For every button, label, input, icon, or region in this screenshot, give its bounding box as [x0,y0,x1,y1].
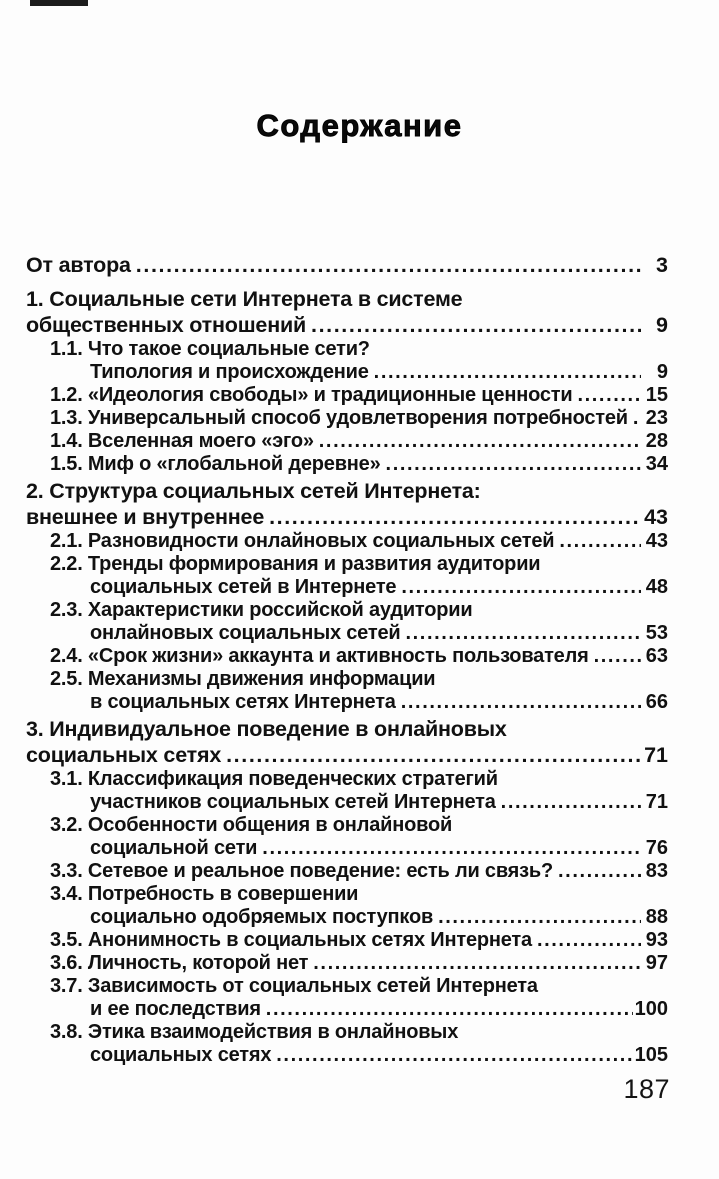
toc-line [26,530,668,553]
toc-entry-text: 3.1. Классификация поведенческих стратегий [50,768,498,790]
toc-entry-page: 97 [645,952,668,974]
toc-line [26,407,668,430]
dot-leader [401,691,641,714]
toc-line [26,1044,668,1067]
toc-entry [26,338,668,384]
toc-entry-text: 3.2. Особенности общения в онлайновой [50,814,453,836]
dot-leader [313,952,641,975]
toc-entry-text: 2.1. Разновидности онлайновых социальных сетей [50,530,555,552]
toc-entry-text: общественных отношений [26,313,307,337]
toc-entry [26,645,668,668]
toc-line [26,286,668,312]
toc-entry [26,1021,668,1067]
toc-entry-page: 9 [656,313,668,337]
toc-entry-text: 1.5. Миф о «глобальной деревне» [50,453,381,475]
toc-entry-text: 3. Индивидуальное поведение в онлайновых [26,717,507,741]
toc-entry [26,768,668,814]
toc-entry-text: социальных сетях [90,1044,272,1066]
toc-line [26,716,668,742]
dot-leader [374,361,641,384]
toc-entry-text: 1.4. Вселенная моего «эго» [50,430,314,452]
toc-line [26,504,668,530]
toc-entry-text: социальных сетей в Интернете [90,576,397,598]
toc-line [26,430,668,453]
toc-entry-page: 71 [644,743,668,767]
toc-entry [26,599,668,645]
toc-entry-text: в социальных сетях Интернета [90,691,396,713]
toc-entry [26,668,668,714]
toc-entry-text: 3.3. Сетевое и реальное поведение: есть ли связь? [50,860,554,882]
toc-line [26,478,668,504]
toc-line [26,998,668,1021]
toc-entry-text: социально одобряемых поступков [90,906,434,928]
toc-entry-text: 2. Структура социальных сетей Интернета: [26,479,481,503]
toc-entry-page: 83 [645,860,668,882]
toc-entry-text: От автора [26,253,131,277]
dot-leader [401,576,641,599]
dot-leader [438,906,641,929]
toc-entry [26,716,668,768]
toc-entry-text: социальных сетях [26,743,222,767]
toc-entry-text: 3.8. Этика взаимодействия в онлайновых [50,1021,459,1043]
toc-entry-page: 53 [645,622,668,644]
toc-line [26,384,668,407]
dot-leader [311,312,641,338]
toc-line [26,253,668,277]
toc-entry-text: 1.3. Универсальный способ удовлетворения потребностей [50,407,628,429]
toc-entry-page: 3 [656,253,668,277]
toc-entry-page: 43 [644,505,668,529]
dot-leader [226,742,641,768]
toc-entry-text: 3.6. Личность, которой нет [50,952,309,974]
dot-leader [266,998,633,1021]
toc-entry-text: и ее последствия [90,998,261,1020]
toc-line [26,837,668,860]
toc-line [26,952,668,975]
toc-entry-text: внешнее и внутреннее [26,505,265,529]
toc-entry-text: 3.4. Потребность в совершении [50,883,359,905]
toc-line [26,860,668,883]
toc-entry [26,883,668,929]
dot-leader [594,645,641,668]
toc-line [26,622,668,645]
toc-entry [26,814,668,860]
toc-entry-text: 1.2. «Идеология свободы» и традиционные ценности [50,384,573,406]
dot-leader [269,504,641,530]
toc-entry-page: 63 [645,645,668,667]
toc-line [26,645,668,668]
toc-entry-text: 1.1. Что такое социальные сети? [50,338,370,360]
toc-line [26,929,668,952]
toc-line [26,453,668,476]
toc-entry [26,384,668,407]
toc-line [26,906,668,929]
toc-entry-page: 9 [656,361,668,383]
toc-entry-text: 3.7. Зависимость от социальных сетей Интернета [50,975,538,997]
toc-entry-text: 2.3. Характеристики российской аудитории [50,599,473,621]
toc-line [26,312,668,338]
toc-line [26,576,668,599]
toc-line [26,1021,668,1044]
toc-entry-page: 15 [645,384,668,406]
toc-entry [26,478,668,530]
dot-leader [537,929,641,952]
dot-leader [633,407,641,430]
toc-entry-page: 43 [645,530,668,552]
toc-entry [26,975,668,1021]
dot-leader [276,1044,632,1067]
dot-leader [501,791,641,814]
toc-entry-page: 34 [645,453,668,475]
toc-entry-text: социальной сети [90,837,258,859]
toc-entry-text: 2.2. Тренды формирования и развития аудитории [50,553,541,575]
dot-leader [405,622,641,645]
toc-entry [26,286,668,338]
toc-entry [26,430,668,453]
toc-line [26,883,668,906]
toc-entry-page: 105 [634,1044,668,1066]
toc-line [26,814,668,837]
toc-list [26,253,668,1067]
toc-line [26,975,668,998]
toc-line [26,338,668,361]
toc-entry-page: 71 [645,791,668,813]
page-title: Содержание [256,108,463,143]
dot-leader [559,530,641,553]
toc-line [26,768,668,791]
toc-entry-page: 66 [645,691,668,713]
toc-entry-text: онлайновых социальных сетей [90,622,401,644]
toc-entry-text: 2.4. «Срок жизни» аккаунта и активность пользователя [50,645,589,667]
toc-entry-text: 1. Социальные сети Интернета в системе [26,287,463,311]
toc-entry [26,929,668,952]
scan-artifact-mark [30,0,88,6]
dot-leader [558,860,641,883]
toc-entry-page: 93 [645,929,668,951]
toc-entry [26,553,668,599]
toc-line [26,599,668,622]
toc-line [26,553,668,576]
toc-line [26,691,668,714]
toc-line [26,791,668,814]
toc-entry-page: 76 [645,837,668,859]
toc-line [26,361,668,384]
toc-entry-text: Типология и происхождение [90,361,369,383]
dot-leader [319,430,641,453]
toc-entry-text: участников социальных сетей Интернета [90,791,496,813]
toc-entry [26,253,668,277]
toc-line [26,668,668,691]
toc-entry [26,530,668,553]
dot-leader [136,253,641,277]
toc-entry-page: 28 [645,430,668,452]
dot-leader [262,837,641,860]
toc-entry [26,952,668,975]
toc-entry-page: 23 [645,407,668,429]
dot-leader [577,384,641,407]
toc-entry [26,860,668,883]
folio-page-number: 187 [623,1074,670,1104]
toc-entry-page: 88 [645,906,668,928]
toc-entry-text: 2.5. Механизмы движения информации [50,668,436,690]
toc-entry-page: 48 [645,576,668,598]
toc-entry-page: 100 [634,998,668,1020]
dot-leader [386,453,641,476]
toc-line [26,742,668,768]
toc-entry-text: 3.5. Анонимность в социальных сетях Интернета [50,929,532,951]
toc-entry [26,453,668,476]
toc-entry [26,407,668,430]
